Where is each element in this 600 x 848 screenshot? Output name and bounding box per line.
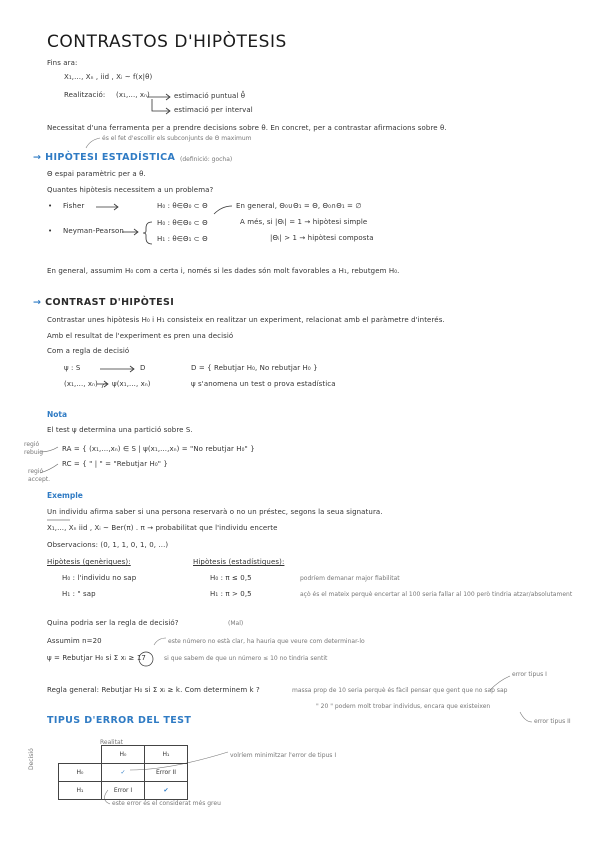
- contrast-p1: Contrastar unes hipòtesis H₀ i H₁ consisteix en realitzar un experiment, relacionat amb el paràmetre d'interés.: [47, 316, 445, 324]
- regla-general: Regla general: Rebutjar H₀ si Σ xᵢ ≥ k. Com determinem k ?: [47, 686, 260, 694]
- bullet-dot-2: •: [48, 227, 53, 235]
- hipotesi-composta-note: |Θᵢ| > 1 → hipòtesi composta: [270, 234, 374, 242]
- map-test-def: ψ s'anomena un test o prova estadística: [191, 380, 336, 388]
- map-psi-x: ψ(x₁,..., xₙ): [112, 380, 151, 388]
- general-assumim: En general, assumim H₀ com a certa i, només si les dades són molt favorables a H₁, rebutgem H₀.: [47, 267, 400, 275]
- estimacio-puntual: estimació puntual θ̂: [174, 92, 246, 100]
- bullet-dot: •: [48, 202, 53, 210]
- map-d-def: D = { Rebutjar H₀, No rebutjar H₀ }: [191, 364, 318, 372]
- hipotesis-estadistiques-label: Hipòtesis (estadístiques):: [193, 558, 285, 566]
- assumim-note: este número no està clar, ha hauria que veure com determinar-lo: [168, 638, 365, 645]
- cell-error-ii: Error II: [145, 764, 188, 782]
- contrast-p3: Com a regla de decisió: [47, 347, 130, 355]
- nota-title: Nota: [47, 410, 68, 419]
- h1-estadistica: H₁ : π > 0,5: [210, 590, 252, 598]
- assumim-n: Assumim n=20: [47, 637, 102, 645]
- regla-note-1: massa prop de 10 seria perquè és fàcil pensar que gent que no sap sap: [292, 687, 508, 694]
- neyman-h1: H₁ : θ∈Θ₁ ⊂ Θ: [157, 235, 208, 243]
- table-note-right: volríem minimitzar l'error de tipus I: [230, 752, 337, 759]
- h0-estadistica-note: podríem demanar major fiabilitat: [300, 575, 400, 582]
- ra-definition: RA = { (x₁,...,xₙ) ∈ S | ψ(x₁,...,xₙ) = "No rebutjar H₀" }: [62, 445, 255, 453]
- section-hipotesi-title: HIPÒTESI ESTADÍSTICA: [45, 152, 176, 163]
- table-corner: [59, 746, 102, 764]
- col-h0: H₀: [102, 746, 145, 764]
- table-note-bottom: este error és el considerat més greu: [112, 800, 221, 807]
- hipotesi-simple-note: A més, si |Θᵢ| = 1 → hipòtesi simple: [240, 218, 368, 226]
- realitat-label: Realitat: [100, 739, 123, 746]
- nota-text: El test ψ determina una partició sobre S.: [47, 426, 193, 434]
- psi-rule: ψ = Rebutjar H₀ si Σ xᵢ ≥ 17: [47, 654, 146, 662]
- en-general-note: En general, Θ₀∪Θ₁ = Θ, Θ₀∩Θ₁ = ∅: [236, 202, 362, 210]
- map-x-tuple: (x₁,..., xₙ): [64, 380, 98, 388]
- error-tipus-2-label: error tipus II: [534, 718, 571, 725]
- cell-correct-1: ✓: [102, 764, 145, 782]
- page-title: CONTRASTOS D'HIPÒTESIS: [47, 32, 287, 52]
- rc-definition: RC = { " | " = "Rebutjar H₀" }: [62, 460, 168, 468]
- error-tipus-1-label: error tipus I: [512, 671, 547, 678]
- estimacio-interval: estimació per interval: [174, 106, 253, 114]
- intro-realitzacio-label: Realització:: [64, 91, 106, 99]
- col-h1: H₁: [145, 746, 188, 764]
- fisher-h0: H₀ : θ∈Θ₀ ⊂ Θ: [157, 202, 208, 210]
- neyman-label: Neyman-Pearson: [63, 227, 124, 235]
- cell-correct-2: ✔: [145, 782, 188, 800]
- h1-estadistica-note: açò és el mateix perquè encertar al 100 seria fallar al 100 però tindria atzar/absolutament: [300, 591, 573, 598]
- exemple-observacions: Observacions: (0, 1, 1, 0, 1, 0, ...): [47, 541, 169, 549]
- quina-regla-note: (Mal): [228, 620, 244, 627]
- section-tipus-error: TIPUS D'ERROR DEL TEST: [47, 715, 192, 726]
- regla-note-2: " 20 " podem molt trobar individus, encara que existeixen: [316, 703, 491, 710]
- section-contrast-hipotesi: [33, 297, 174, 308]
- section-hipotesi-note: (definició: gocha): [180, 156, 233, 163]
- regio-rebuig-label: regió rebuig: [24, 441, 44, 456]
- h0-estadistica: H₀ : π ≤ 0,5: [210, 574, 252, 582]
- quina-regla: Quina podria ser la regla de decisió?: [47, 619, 179, 627]
- regio-acceptacio-label: regió accept.: [28, 468, 51, 483]
- section-contrast-title: CONTRAST D'HIPÒTESI: [45, 297, 175, 308]
- h0-generica: H₀ : l'individu no sap: [62, 574, 137, 582]
- intro-realitzacio-value: (x₁,..., xₙ): [116, 91, 150, 99]
- arrow-right-icon: →: [33, 152, 42, 163]
- subset-note: és el fet d'escollir els subconjunts de Θ maximum: [102, 135, 252, 142]
- contrast-p2: Amb el resultat de l'experiment es pren una decisió: [47, 332, 234, 340]
- row-h1: H₁: [59, 782, 102, 800]
- exemple-title: Exemple: [47, 491, 83, 500]
- espai-parametric: Θ espai paramètric per a θ.: [47, 170, 146, 178]
- row-h0: H₀: [59, 764, 102, 782]
- hipotesis-generiques-label: Hipòtesis (genèriques):: [47, 558, 131, 566]
- map-psi-s: ψ : S: [64, 364, 81, 372]
- map-d: D: [140, 364, 146, 372]
- intro-line-2: X₁,..., Xₙ , iid , Xᵢ ~ f(x|θ): [64, 73, 153, 81]
- section-hipotesi-estadistica: [33, 152, 175, 163]
- exemple-p1: Un individu afirma saber si una persona reservarà o no un préstec, segons la seua signatura.: [47, 508, 383, 516]
- neyman-h0: H₀ : θ∈Θ₀ ⊂ Θ: [157, 219, 208, 227]
- arrow-right-icon: →: [33, 297, 42, 308]
- cell-error-i: Error I: [102, 782, 145, 800]
- h1-generica: H₁ : " sap: [62, 590, 96, 598]
- fisher-label: Fisher: [63, 202, 85, 210]
- necessitat-text: Necessitat d'una ferramenta per a prendre decisions sobre θ. En concret, per a contrastar afirmacions sobre θ.: [47, 124, 447, 132]
- decisio-label: Decisió: [28, 748, 35, 770]
- psi-rule-note: si que sabem de que un número ≤ 10 no tindria sentit: [164, 655, 328, 662]
- quantes-hipotesis: Quantes hipòtesis necessitem a un problema?: [47, 186, 214, 194]
- exemple-model: X₁,..., Xₙ iid , Xᵢ ~ Ber(π) . π → probabilitat que l'individu encerte: [47, 524, 278, 532]
- intro-line-1: Fins ara:: [47, 59, 78, 67]
- error-table: [58, 745, 188, 800]
